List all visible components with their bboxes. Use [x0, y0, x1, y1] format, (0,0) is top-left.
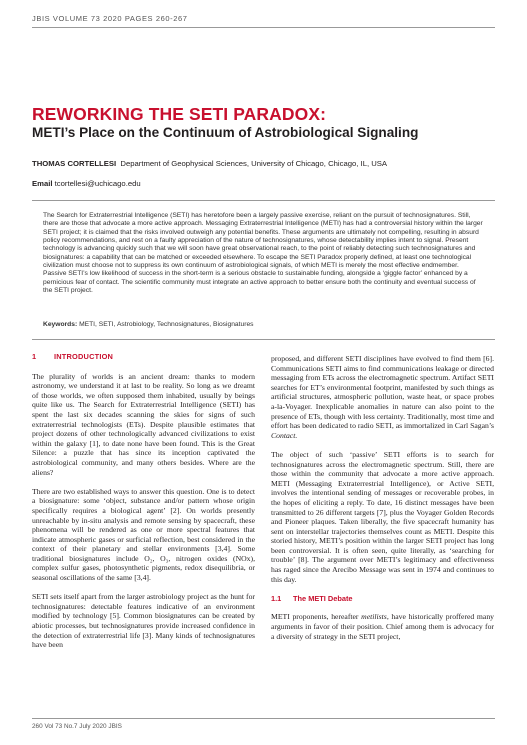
- body-text: , have historically proffered many arguments in favor of their position. Chief among them is advocacy for a diversity of strategy in the SETI project,: [271, 612, 495, 641]
- body-paragraph: [271, 612, 494, 641]
- abstract: The Search for Extraterrestrial Intelligence (SETI) has heretofore been a largely passive exercise, reliant on the pursuit of technosignatures. Still, there are those that advocate a more active approach. Messaging Extraterrestrial Intelligence (METI) has had a controversial history within the larger SETI project; it is claimed that the risks involved outweigh any potential benefits. These arguments are ultimately not compelling, resulting in absurd policy recommendations, and rest on a faulty appreciation of the nature of technosignatures, whose detectability implies intent to signal. Present technology is advancing quickly such that we will soon have great observational reach, to the point of reliably detecting such technosignatures and biosignatures: a capability that can be matched or exceeded elsewhere. To escape the SETI Paradox properly defined, at least one technological civilization must choose not to suppress its own continuum of astrobiological signals, of which METI is merely the most effective endmember. Passive SETI’s low likelihood of success in the short-term is a serious obstacle to sustainable funding, alongside a ‘giggle factor’ enhanced by a pernicious fear of contact. The scientific community must integrate an active approach to better ensure both the continuity and eventual success of the SETI project.: [43, 212, 483, 295]
- keywords-list: METI, SETI, Astrobiology, Technosignatures, Biosignatures: [79, 321, 254, 328]
- intro-paragraph: The plurality of worlds is an ancient dream: thanks to modern astronomy, we understand it at last to be reality. So long as we dreamt of those worlds, we often supposed them inhabited, usually by beings quite like us. The Search for Extraterrestrial Intelligence (SETI) has spent the last six decades scanning the skies for signs of such extraterrestrial technologists (ETs). Despite plausible estimates that project dozens of other technologically advanced civilizations to exist within the galaxy [1], to date none have been found. This is the Great Silence: a puzzle that has since its inception captivated the astrobiological community, and many others besides. Where are the aliens?: [32, 371, 255, 477]
- keywords-label: Keywords:: [43, 321, 78, 328]
- emphasis-term: metilists: [361, 612, 387, 622]
- body-text: METI proponents, hereafter: [271, 612, 359, 622]
- subsection-heading: [271, 594, 494, 604]
- body-paragraph: The object of such ‘passive’ SETI efforts is to search for technosignatures across the electromagnetic spectrum. Still, there are those within the community that advocate a more active approach. METI (Messaging Extraterrestrial Intelligence), or Active SETI, involves the intentional sending of messages or recoverable probes, in the hopes of eliciting a reply. To date, 16 distinct messages have been transmitted to 26 different targets [7], plus the Voyager Golden Records and Pioneer plaques. Taken liberally, the five spacecraft humanity has sent on interstellar trajectories themselves count as METI. Despite this storied history, METI’s position within the larger SETI project has long been controversial. It is often seen, quite literally, as ‘searching for trouble’ [8]. The argument over METI’s legitimacy and effectiveness has raged since the Arecibo Message was sent in 1974 and continues to this day.: [271, 449, 494, 584]
- running-head: JBIS VOLUME 73 2020 PAGES 260-267: [32, 14, 188, 23]
- email-address[interactable]: tcortellesi@uchicago.edu: [54, 179, 141, 188]
- section-title: INTRODUCTION: [54, 352, 114, 361]
- section-heading: [32, 352, 255, 362]
- abstract-bottom-divider: [32, 339, 495, 340]
- subsection-number: 1.1: [271, 593, 282, 603]
- body-paragraph: [271, 354, 494, 440]
- body-text: proposed, and different SETI disciplines have evolved to find them [6]. Communications SETI aims to find communications leakage or directed messaging from ETs across the electromagnetic spectrum. Artifact SETI searches for ET’s environmental footprint, manifested by such things as artificial structures, atmospheric pollution, waste heat, or space probes a-la-Voyager. Inexplicable anomalies in nature can also point to the presence of ETs, though with less certainty. Traditionally, most time and effort has been dedicated to radio SETI, as immortalized in Carl Sagan’s: [271, 354, 494, 431]
- abstract-top-divider: [32, 200, 495, 201]
- left-column: [32, 352, 255, 659]
- keywords-line: [43, 321, 254, 328]
- subsection-title: The METI Debate: [293, 593, 353, 603]
- email-label: Email: [32, 179, 53, 188]
- author-line: [32, 159, 387, 168]
- right-column: [271, 354, 494, 651]
- section-number: 1: [32, 352, 37, 361]
- header-divider: [32, 27, 495, 28]
- intro-paragraph: There are two established ways to answer this question. One is to detect a biosignature: some ‘object, substance and/or pattern whose origin specifically requires a biological agent’ [2]. On worlds presently unreachable by in-situ analysis and remote sensing by spacecraft, these phenomena will be rendered as one or more spectral features that indicate atmospheric gases or surficial reflection, best considered in the context of their planetary and stellar environments [3,4]. Some traditional biosignatures include O₂, O₃, nitrogen oxides (NOx), complex sulfur gases, photosynthetic pigments, redox disequilibria, or seasonal oscillations of the same [3,4].: [32, 486, 255, 583]
- author-affiliation: Department of Geophysical Sciences, University of Chicago, Chicago, IL, USA: [120, 159, 388, 168]
- page-footer: 260 Vol 73 No.7 July 2020 JBIS: [32, 723, 122, 730]
- cited-title: Contact.: [271, 430, 298, 440]
- footer-divider: [32, 718, 495, 719]
- intro-paragraph: SETI sets itself apart from the larger astrobiology project as the hunt for technosignatures: detectable features indicative of an environment modified by technology [5]. Common biosignatures can be created by abiotic processes, but technosignatures provide increased confidence in the detection of extraterrestrial life [3]. Many kinds of technosignatures have been: [32, 592, 255, 650]
- article-subtitle: METI’s Place on the Continuum of Astrobiological Signaling: [32, 125, 419, 140]
- email-line: [32, 179, 141, 188]
- article-title: REWORKING THE SETI PARADOX:: [32, 104, 327, 124]
- author-name: THOMAS CORTELLESI: [32, 159, 117, 168]
